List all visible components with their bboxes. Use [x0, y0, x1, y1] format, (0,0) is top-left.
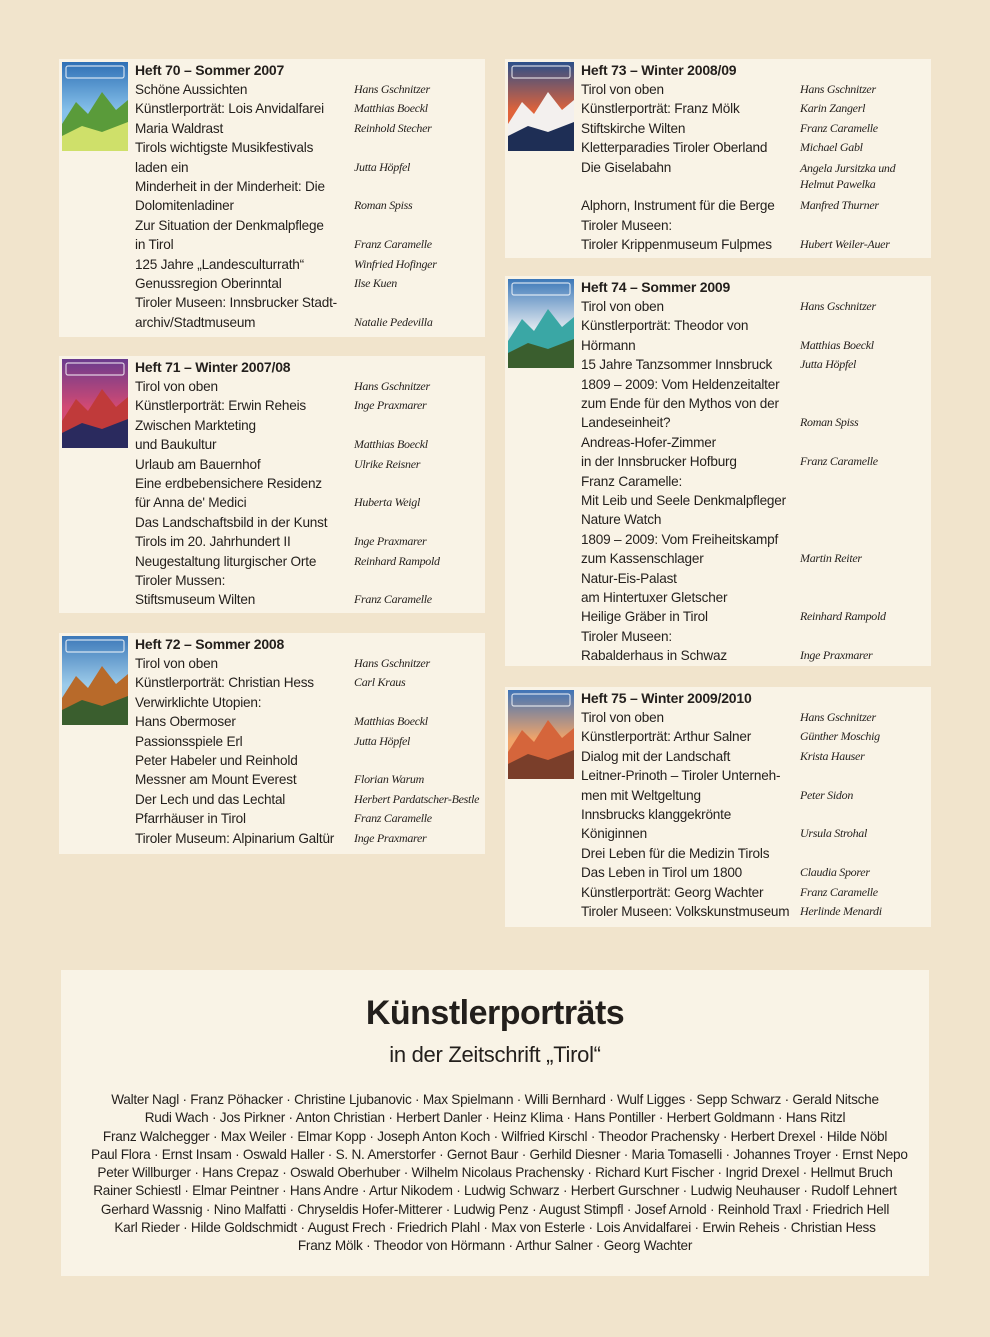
- issue-box-heft-73: [505, 59, 931, 258]
- article-author: Jutta Höpfel: [354, 733, 411, 748]
- article-row: [135, 751, 485, 790]
- article-title: Kletterparadies Tiroler Oberland: [581, 140, 768, 156]
- article-author: Ilse Kuen: [354, 275, 397, 290]
- article-row: [135, 119, 485, 138]
- article-author: Franz Caramelle: [800, 454, 878, 469]
- article-title: Künstlerporträt: Christian Hess: [135, 675, 314, 691]
- article-title: 125 Jahre „Landesculturrath“: [135, 256, 304, 272]
- article-row: [135, 293, 485, 332]
- article-title: Pfarrhäuser in Tirol: [135, 811, 246, 827]
- article-title: Tiroler Museen: Innsbrucker Stadt- archiv/Stadtmuseum: [135, 295, 337, 330]
- article-author: Matthias Boeckl: [354, 437, 428, 452]
- article-title: Innsbrucks klanggekrönte Königinnen: [581, 807, 732, 842]
- article-row: [581, 883, 931, 902]
- article-row: [135, 216, 485, 255]
- article-title: Nature Watch: [581, 512, 662, 528]
- kuenstlerportraets-subtitle: in der Zeitschrift „Tirol“: [389, 1042, 601, 1067]
- article-row: [581, 196, 931, 215]
- article-row: [581, 138, 931, 157]
- article-author: Reinhard Rampold: [354, 553, 440, 568]
- article-author: Franz Caramelle: [800, 120, 878, 135]
- article-row: [135, 571, 485, 610]
- article-row: [135, 99, 485, 118]
- article-title: Tirols wichtigste Musikfestivals laden ein: [135, 140, 314, 175]
- article-author: Ulrike Reisner: [354, 456, 421, 471]
- article-row: [135, 177, 485, 216]
- article-row: [135, 829, 485, 848]
- article-author: Günther Moschig: [800, 729, 880, 744]
- article-title: Zur Situation der Denkmalpflege in Tirol: [135, 217, 324, 253]
- article-title: Das Leben in Tirol um 1800: [581, 865, 743, 881]
- article-row: [135, 693, 485, 732]
- artist-name-line: Peter Willburger · Hans Crepaz · Oswald Oberhuber · Wilhelm Nicolaus Prachensky · Richard Kurt Fischer · Ingrid Drexel · Hellmut Bruch: [97, 1165, 893, 1181]
- article-author: Jutta Höpfel: [800, 357, 857, 372]
- issue-box-heft-74: [505, 276, 931, 666]
- article-row: [581, 355, 931, 374]
- article-row: [135, 80, 485, 99]
- article-title: Das Landschaftsbild in der Kunst Tirols im 20. Jahrhundert II: [135, 514, 328, 550]
- article-row: [581, 216, 931, 255]
- article-title: Eine erdbebensichere Residenz für Anna de' Medici: [135, 476, 322, 511]
- article-title: Maria Waldrast: [135, 120, 224, 136]
- article-author: Manfred Thurner: [800, 198, 879, 213]
- article-title: Künstlerporträt: Arthur Salner: [581, 729, 752, 745]
- article-author: Karin Zangerl: [800, 101, 866, 116]
- issue-box-heft-70: [59, 59, 485, 337]
- article-author: Peter Sidon: [800, 787, 854, 802]
- article-title: Peter Habeler und Reinhold Messner am Mount Everest: [135, 753, 298, 788]
- article-title: Künstlerporträt: Theodor von Hörmann: [581, 318, 749, 353]
- article-row: [581, 863, 931, 882]
- article-author: Franz Caramelle: [354, 237, 432, 252]
- article-row: [135, 138, 485, 177]
- article-row: [135, 396, 485, 415]
- article-row: [581, 902, 931, 921]
- article-title: Andreas-Hofer-Zimmer in der Innsbrucker Hofburg: [581, 434, 737, 470]
- article-row: [581, 530, 931, 569]
- article-row: [581, 316, 931, 355]
- article-title: Künstlerporträt: Franz Mölk: [581, 101, 740, 117]
- article-row: [581, 607, 931, 626]
- article-row: [135, 732, 485, 751]
- article-row: [581, 297, 931, 316]
- article-author: Inge Praxmarer: [800, 648, 873, 663]
- issue-title: Heft 73 – Winter 2008/09: [581, 62, 737, 78]
- article-title: Genussregion Oberinntal: [135, 276, 282, 291]
- article-author: Hans Gschnitzer: [800, 298, 876, 313]
- article-row: [581, 80, 931, 99]
- artist-name-line: Rudi Wach · Jos Pirkner · Anton Christian · Herbert Danler · Heinz Klima · Hans Pontiller · Herbert Goldmann · Hans Ritzl: [144, 1110, 846, 1126]
- article-title: Tiroler Mussen: Stiftsmuseum Wilten: [135, 573, 256, 608]
- article-author: Franz Caramelle: [354, 811, 432, 826]
- article-author: Franz Caramelle: [800, 884, 878, 899]
- issue-title: Heft 75 – Winter 2009/2010: [581, 690, 752, 706]
- article-author: Hans Gschnitzer: [354, 81, 430, 96]
- article-row: [135, 654, 485, 673]
- article-title: Alphorn, Instrument für die Berge: [581, 198, 775, 214]
- article-title: Franz Caramelle: Mit Leib und Seele Denkmalpfleger: [581, 473, 786, 508]
- article-title: Drei Leben für die Medizin Tirols: [581, 845, 770, 861]
- issue-box-heft-75: [505, 687, 931, 927]
- kuenstlerportraets-panel: [61, 970, 929, 1276]
- article-row: [581, 727, 931, 746]
- article-author: Angela Jursitzka und Helmut Pawelka: [800, 160, 896, 191]
- article-row: [581, 510, 931, 529]
- article-author: Martin Reiter: [800, 551, 862, 566]
- issue-box-heft-71: [59, 356, 485, 613]
- article-author: Florian Warum: [354, 772, 424, 787]
- article-title: 15 Jahre Tanzsommer Innsbruck: [581, 357, 773, 373]
- artist-name-list: [91, 1091, 908, 1256]
- landscape-cover-snow-peak-sunset-icon: [508, 62, 574, 151]
- article-author: Matthias Boeckl: [800, 337, 874, 352]
- article-title: Heilige Gräber in Tirol: [581, 609, 708, 625]
- article-author: Winfried Hofinger: [354, 256, 437, 271]
- issue-title: Heft 71 – Winter 2007/08: [135, 359, 291, 375]
- article-author: Roman Spiss: [800, 415, 859, 430]
- landscape-cover-alpenglow-peaks-icon: [508, 690, 574, 779]
- article-author: Reinhard Rampold: [800, 609, 886, 624]
- article-title: Tiroler Museen: Rabalderhaus in Schwaz: [581, 628, 727, 664]
- article-title: Passionsspiele Erl: [135, 733, 243, 749]
- article-title: Tirol von oben: [135, 656, 218, 671]
- article-author: Huberta Weigl: [354, 495, 420, 510]
- article-row: [135, 513, 485, 552]
- article-author: Inge Praxmarer: [354, 830, 427, 845]
- article-title: Neugestaltung liturgischer Orte: [135, 553, 317, 569]
- article-row: [135, 274, 485, 293]
- article-title: Tiroler Museum: Alpinarium Galtür: [135, 830, 335, 846]
- artist-name-line: Paul Flora · Ernst Insam · Oswald Haller · S. N. Amerstorfer · Gernot Baur · Gerhild Diesner · Maria Tomaselli · Johannes Troyer · Ernst Nepo: [91, 1146, 908, 1162]
- article-author: Michael Gabl: [800, 140, 863, 155]
- landscape-cover-mountain-lake-icon: [508, 279, 574, 368]
- artist-name-line: Franz Walchegger · Max Weiler · Elmar Kopp · Joseph Anton Koch · Wilfried Kirschl · Theodor Prachensky · Herbert Drexel · Hilde Nöbl: [102, 1128, 888, 1144]
- article-row: [581, 99, 931, 118]
- issue-box-heft-72: [59, 633, 485, 854]
- article-title: Verwirklichte Utopien: Hans Obermoser: [135, 694, 262, 730]
- article-title: Tirol von oben: [581, 710, 664, 725]
- article-title: Leitner-Prinoth – Tiroler Unterneh- men mit Weltgeltung: [581, 768, 781, 803]
- article-author: Hans Gschnitzer: [354, 655, 430, 670]
- article-author: Hubert Weiler-Auer: [800, 237, 890, 252]
- article-row: [135, 809, 485, 828]
- article-row: [581, 627, 931, 666]
- article-author: Herbert Pardatscher-Bestle: [354, 791, 480, 806]
- article-title: Der Lech und das Lechtal: [135, 791, 286, 807]
- article-row: [135, 552, 485, 571]
- article-title: Tirol von oben: [581, 299, 664, 314]
- article-title: Tiroler Museen: Tiroler Krippenmuseum Fulpmes: [581, 217, 772, 253]
- article-title: Tirol von oben: [581, 82, 664, 97]
- article-row: [581, 569, 931, 608]
- article-title: Schöne Aussichten: [135, 82, 248, 97]
- issue-title: Heft 70 – Sommer 2007: [135, 62, 285, 78]
- article-title: Urlaub am Bauernhof: [135, 456, 261, 472]
- article-title: Zwischen Markteting und Baukultur: [135, 417, 256, 453]
- article-author: Krista Hauser: [800, 748, 865, 763]
- article-author: Hans Gschnitzer: [800, 81, 876, 96]
- artist-name-line: Rainer Schiestl · Elmar Peintner · Hans Andre · Artur Nikodem · Ludwig Schwarz · Herbert Gurschner · Ludwig Neuhauser · Rudolf Lehnert: [93, 1183, 897, 1199]
- article-title: Minderheit in der Minderheit: Die Dolomitenladiner: [135, 179, 325, 214]
- article-author: Natalie Pedevilla: [354, 314, 433, 329]
- article-author: Ursula Strohal: [800, 826, 868, 841]
- artist-name-line: Gerhard Wassnig · Nino Malfatti · Chryseldis Hofer-Mitterer · Ludwig Penz · August Stimpfl · Josef Arnold · Reinhold Traxl · Friedrich Hell: [100, 1201, 890, 1217]
- article-author: Roman Spiss: [354, 198, 413, 213]
- issue-title: Heft 74 – Sommer 2009: [581, 279, 731, 295]
- landscape-cover-red-mountains-icon: [62, 359, 128, 448]
- article-title: Stiftskirche Wilten: [581, 120, 686, 136]
- article-author: Hans Gschnitzer: [800, 709, 876, 724]
- article-author: Carl Kraus: [354, 675, 406, 690]
- article-author: Matthias Boeckl: [354, 714, 428, 729]
- article-row: [135, 673, 485, 692]
- article-author: Herlinde Menardi: [800, 903, 882, 918]
- article-row: [581, 158, 931, 197]
- article-row: [135, 474, 485, 513]
- article-title: Tirol von oben: [135, 379, 218, 394]
- artist-name-line: Walter Nagl · Franz Pöhacker · Christine Ljubanovic · Max Spielmann · Willi Bernhard · Wulf Ligges · Sepp Schwarz · Gerald Nitsche: [111, 1092, 879, 1107]
- article-row: [581, 119, 931, 138]
- article-row: [581, 708, 931, 727]
- article-row: [135, 416, 485, 455]
- artist-name-line: Franz Mölk · Theodor von Hörmann · Arthur Salner · Georg Wachter: [297, 1238, 693, 1254]
- article-title: Künstlerporträt: Lois Anvidalfarei: [135, 101, 324, 117]
- article-row: [581, 805, 931, 844]
- article-author: Inge Praxmarer: [354, 534, 427, 549]
- article-title: Natur-Eis-Palast am Hintertuxer Gletscher: [581, 570, 728, 605]
- article-title: 1809 – 2009: Vom Heldenzeitalter zum Ende für den Mythos von der Landeseinheit?: [581, 376, 780, 431]
- issue-title: Heft 72 – Sommer 2008: [135, 636, 285, 652]
- article-title: Die Giselabahn: [581, 159, 672, 175]
- article-row: [581, 433, 931, 472]
- article-row: [135, 255, 485, 274]
- article-author: Hans Gschnitzer: [354, 378, 430, 393]
- article-row: [135, 790, 485, 809]
- article-title: Künstlerporträt: Georg Wachter: [581, 884, 764, 900]
- article-author: Jutta Höpfel: [354, 159, 411, 174]
- article-row: [135, 455, 485, 474]
- landscape-cover-summer-meadow-icon: [62, 62, 128, 151]
- article-row: [581, 766, 931, 805]
- landscape-cover-autumn-lake-icon: [62, 636, 128, 725]
- article-author: Reinhold Stecher: [354, 120, 432, 135]
- article-title: Tiroler Museen: Volkskunstmuseum: [581, 904, 790, 919]
- article-title: Dialog mit der Landschaft: [581, 748, 731, 764]
- article-row: [581, 375, 931, 433]
- article-row: [581, 747, 931, 766]
- article-author: Claudia Sporer: [800, 865, 870, 880]
- article-row: [581, 844, 931, 863]
- kuenstlerportraets-title: Künstlerporträts: [365, 994, 625, 1032]
- article-author: Inge Praxmarer: [354, 398, 427, 413]
- article-author: Matthias Boeckl: [354, 101, 428, 116]
- article-row: [135, 377, 485, 396]
- article-author: Franz Caramelle: [354, 592, 432, 607]
- article-row: [581, 472, 931, 511]
- article-title: Künstlerporträt: Erwin Reheis: [135, 398, 306, 414]
- artist-name-line: Karl Rieder · Hilde Goldschmidt · August Frech · Friedrich Plahl · Max von Esterle · Lois Anvidalfarei · Erwin Reheis · Christian Hess: [114, 1220, 876, 1236]
- article-title: 1809 – 2009: Vom Freiheitskampf zum Kassenschlager: [581, 531, 779, 567]
